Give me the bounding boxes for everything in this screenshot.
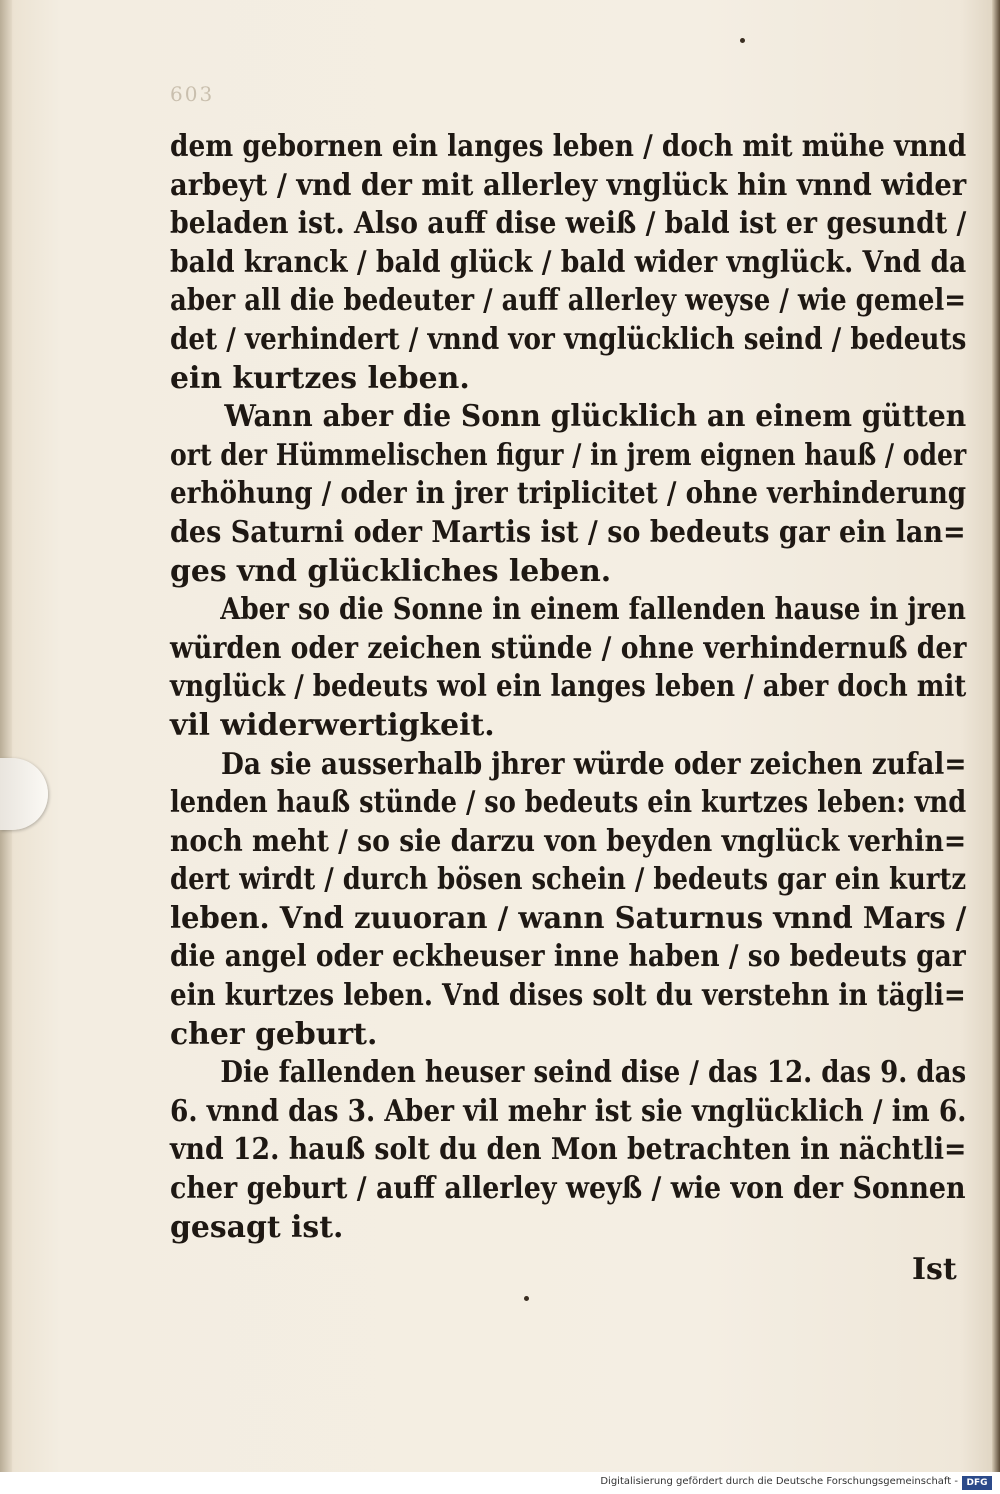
text-line: dem gebornen ein langes leben / doch mit mühe vnnd <box>170 129 967 164</box>
text-line: erhöhung / oder in jrer triplicitet / ohne verhinderung <box>170 476 967 512</box>
page-number: 603 <box>170 82 215 106</box>
paragraph-start-line: Aber so die Sonne in einem fallenden hause in jren <box>220 592 966 628</box>
text-line: gesagt ist. <box>170 1209 344 1245</box>
page-edge-shadow <box>992 0 1000 1472</box>
text-line: lenden hauß stünde / so bedeuts ein kurtzes leben: vnd <box>170 785 967 821</box>
digitization-footer <box>0 1472 1000 1494</box>
text-line: vnd 12. hauß solt du den Mon betrachten in nächtli= <box>170 1132 967 1168</box>
body-text <box>170 128 970 1247</box>
catchword: Ist <box>912 1252 957 1287</box>
text-line: dert wirdt / durch bösen schein / bedeuts gar ein kurtz <box>170 862 967 898</box>
text-line: würden oder zeichen stünde / ohne verhindernuß der <box>170 630 967 666</box>
paragraph-start-line: Die fallenden heuser seind dise / das 12. das 9. das <box>220 1055 967 1091</box>
text-line: bald kranck / bald glück / bald wider vnglück. Vnd da <box>170 244 967 280</box>
text-line: ein kurtzes leben. <box>170 360 470 396</box>
text-line: aber all die bedeuter / auff allerley weyse / wie gemel= <box>170 283 967 319</box>
ink-speck <box>524 1296 529 1301</box>
text-line: die angel oder eckheuser inne haben / so bedeuts gar <box>170 939 966 975</box>
text-line: 6. vnnd das 3. Aber vil mehr ist sie vnglücklich / im 6. <box>170 1093 967 1129</box>
text-line: beladen ist. Also auff dise weiß / bald ist er gesundt / <box>170 206 967 242</box>
text-line: noch meht / so sie darzu von beyden vnglück verhin= <box>170 823 967 859</box>
text-line: det / verhindert / vnnd vor vnglücklich seind / bedeuts <box>170 321 967 357</box>
text-line: arbeyt / vnd der mit allerley vnglück hin vnnd wider <box>170 167 967 203</box>
text-line: ort der Hümmelischen figur / in jrem eignen hauß / oder <box>170 437 967 473</box>
paragraph-start-line: Da sie ausserhalb jhrer würde oder zeichen zufal= <box>220 746 967 782</box>
text-line: ges vnd glückliches leben. <box>170 553 612 589</box>
text-line: ein kurtzes leben. Vnd dises solt du verstehn in tägli= <box>170 978 966 1014</box>
text-line: vnglück / bedeuts wol ein langes leben / aber doch mit <box>170 669 967 705</box>
text-line: cher geburt. <box>170 1016 378 1052</box>
funding-credit: Digitalisierung gefördert durch die Deutsche Forschungsgemeinschaft - <box>600 1476 958 1487</box>
book-spine <box>0 0 12 1472</box>
ink-speck <box>740 38 745 43</box>
dfg-logo-icon: DFG <box>962 1476 992 1490</box>
text-line: leben. Vnd zuuoran / wann Saturnus vnnd Mars / <box>170 900 967 936</box>
page-clip-tab <box>0 758 48 830</box>
text-line: vil widerwertigkeit. <box>170 707 495 743</box>
paragraph-start-line: Wann aber die Sonn glücklich an einem gütten <box>224 399 967 435</box>
text-line: des Saturni oder Martis ist / so bedeuts gar ein lan= <box>170 514 966 550</box>
text-line: cher geburt / auff allerley weyß / wie von der Sonnen <box>170 1171 966 1207</box>
